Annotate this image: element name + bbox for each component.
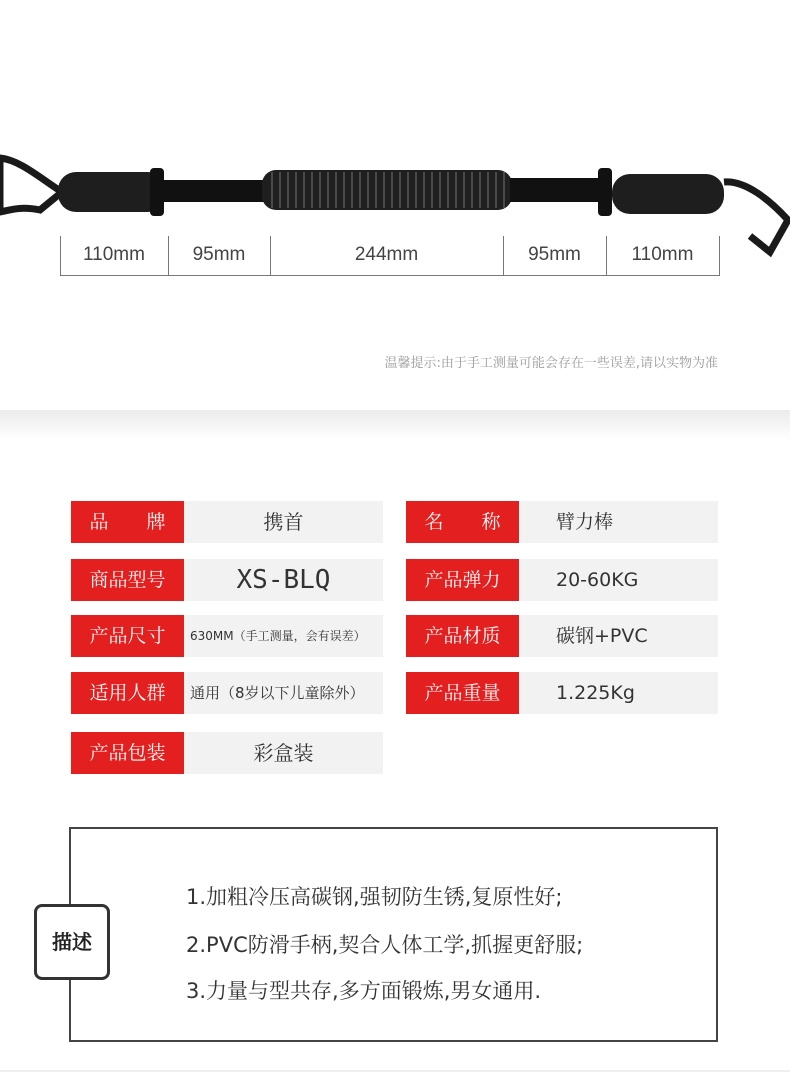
elasticity-label: 产品弹力 xyxy=(406,559,519,601)
dimension-label: 110mm xyxy=(631,244,694,265)
users-label: 适用人群 xyxy=(71,672,184,714)
weight-label: 产品重量 xyxy=(406,672,519,714)
measurement-note: 温馨提示:由于手工测量可能会存在一些误差,请以实物为准 xyxy=(384,356,718,371)
material-label: 产品材质 xyxy=(406,615,519,657)
bottom-divider xyxy=(0,1070,790,1072)
dimension-label: 95mm xyxy=(192,244,246,265)
users-value: 通用（8岁以下儿童除外） xyxy=(184,672,383,714)
brand-label: 品 牌 xyxy=(71,501,184,543)
ruler-tick xyxy=(719,236,720,276)
description-line: 1.加粗冷压高碳钢,强韧防生锈,复原性好; xyxy=(186,885,563,909)
description-box xyxy=(69,827,718,1042)
name-label: 名 称 xyxy=(406,501,519,543)
weight-value: 1.225Kg xyxy=(519,672,718,714)
description-line: 2.PVC防滑手柄,契合人体工学,抓握更舒服; xyxy=(186,933,584,957)
name-value: 臂力棒 xyxy=(519,501,718,543)
model-label: 商品型号 xyxy=(71,559,184,601)
brand-value: 携首 xyxy=(184,501,383,543)
model-value: XS-BLQ xyxy=(184,559,383,601)
elasticity-value: 20-60KG xyxy=(519,559,718,601)
package-value: 彩盒装 xyxy=(184,732,383,774)
dimension-label: 95mm xyxy=(528,244,581,265)
description-tag: 描述 xyxy=(34,904,110,980)
dimension-ruler xyxy=(60,236,720,276)
material-value: 碳钢+PVC xyxy=(519,615,718,657)
size-value: 630MM（手工测量，会有误差） xyxy=(184,615,383,657)
package-label: 产品包装 xyxy=(71,732,184,774)
size-label: 产品尺寸 xyxy=(71,615,184,657)
description-line: 3.力量与型共存,多方面锻炼,男女通用. xyxy=(186,979,542,1003)
product-image-area xyxy=(0,0,790,412)
ruler-baseline xyxy=(60,275,720,276)
dimension-label: 110mm xyxy=(83,244,145,265)
dimension-label: 244mm xyxy=(354,244,419,265)
section-shadow xyxy=(0,410,790,440)
